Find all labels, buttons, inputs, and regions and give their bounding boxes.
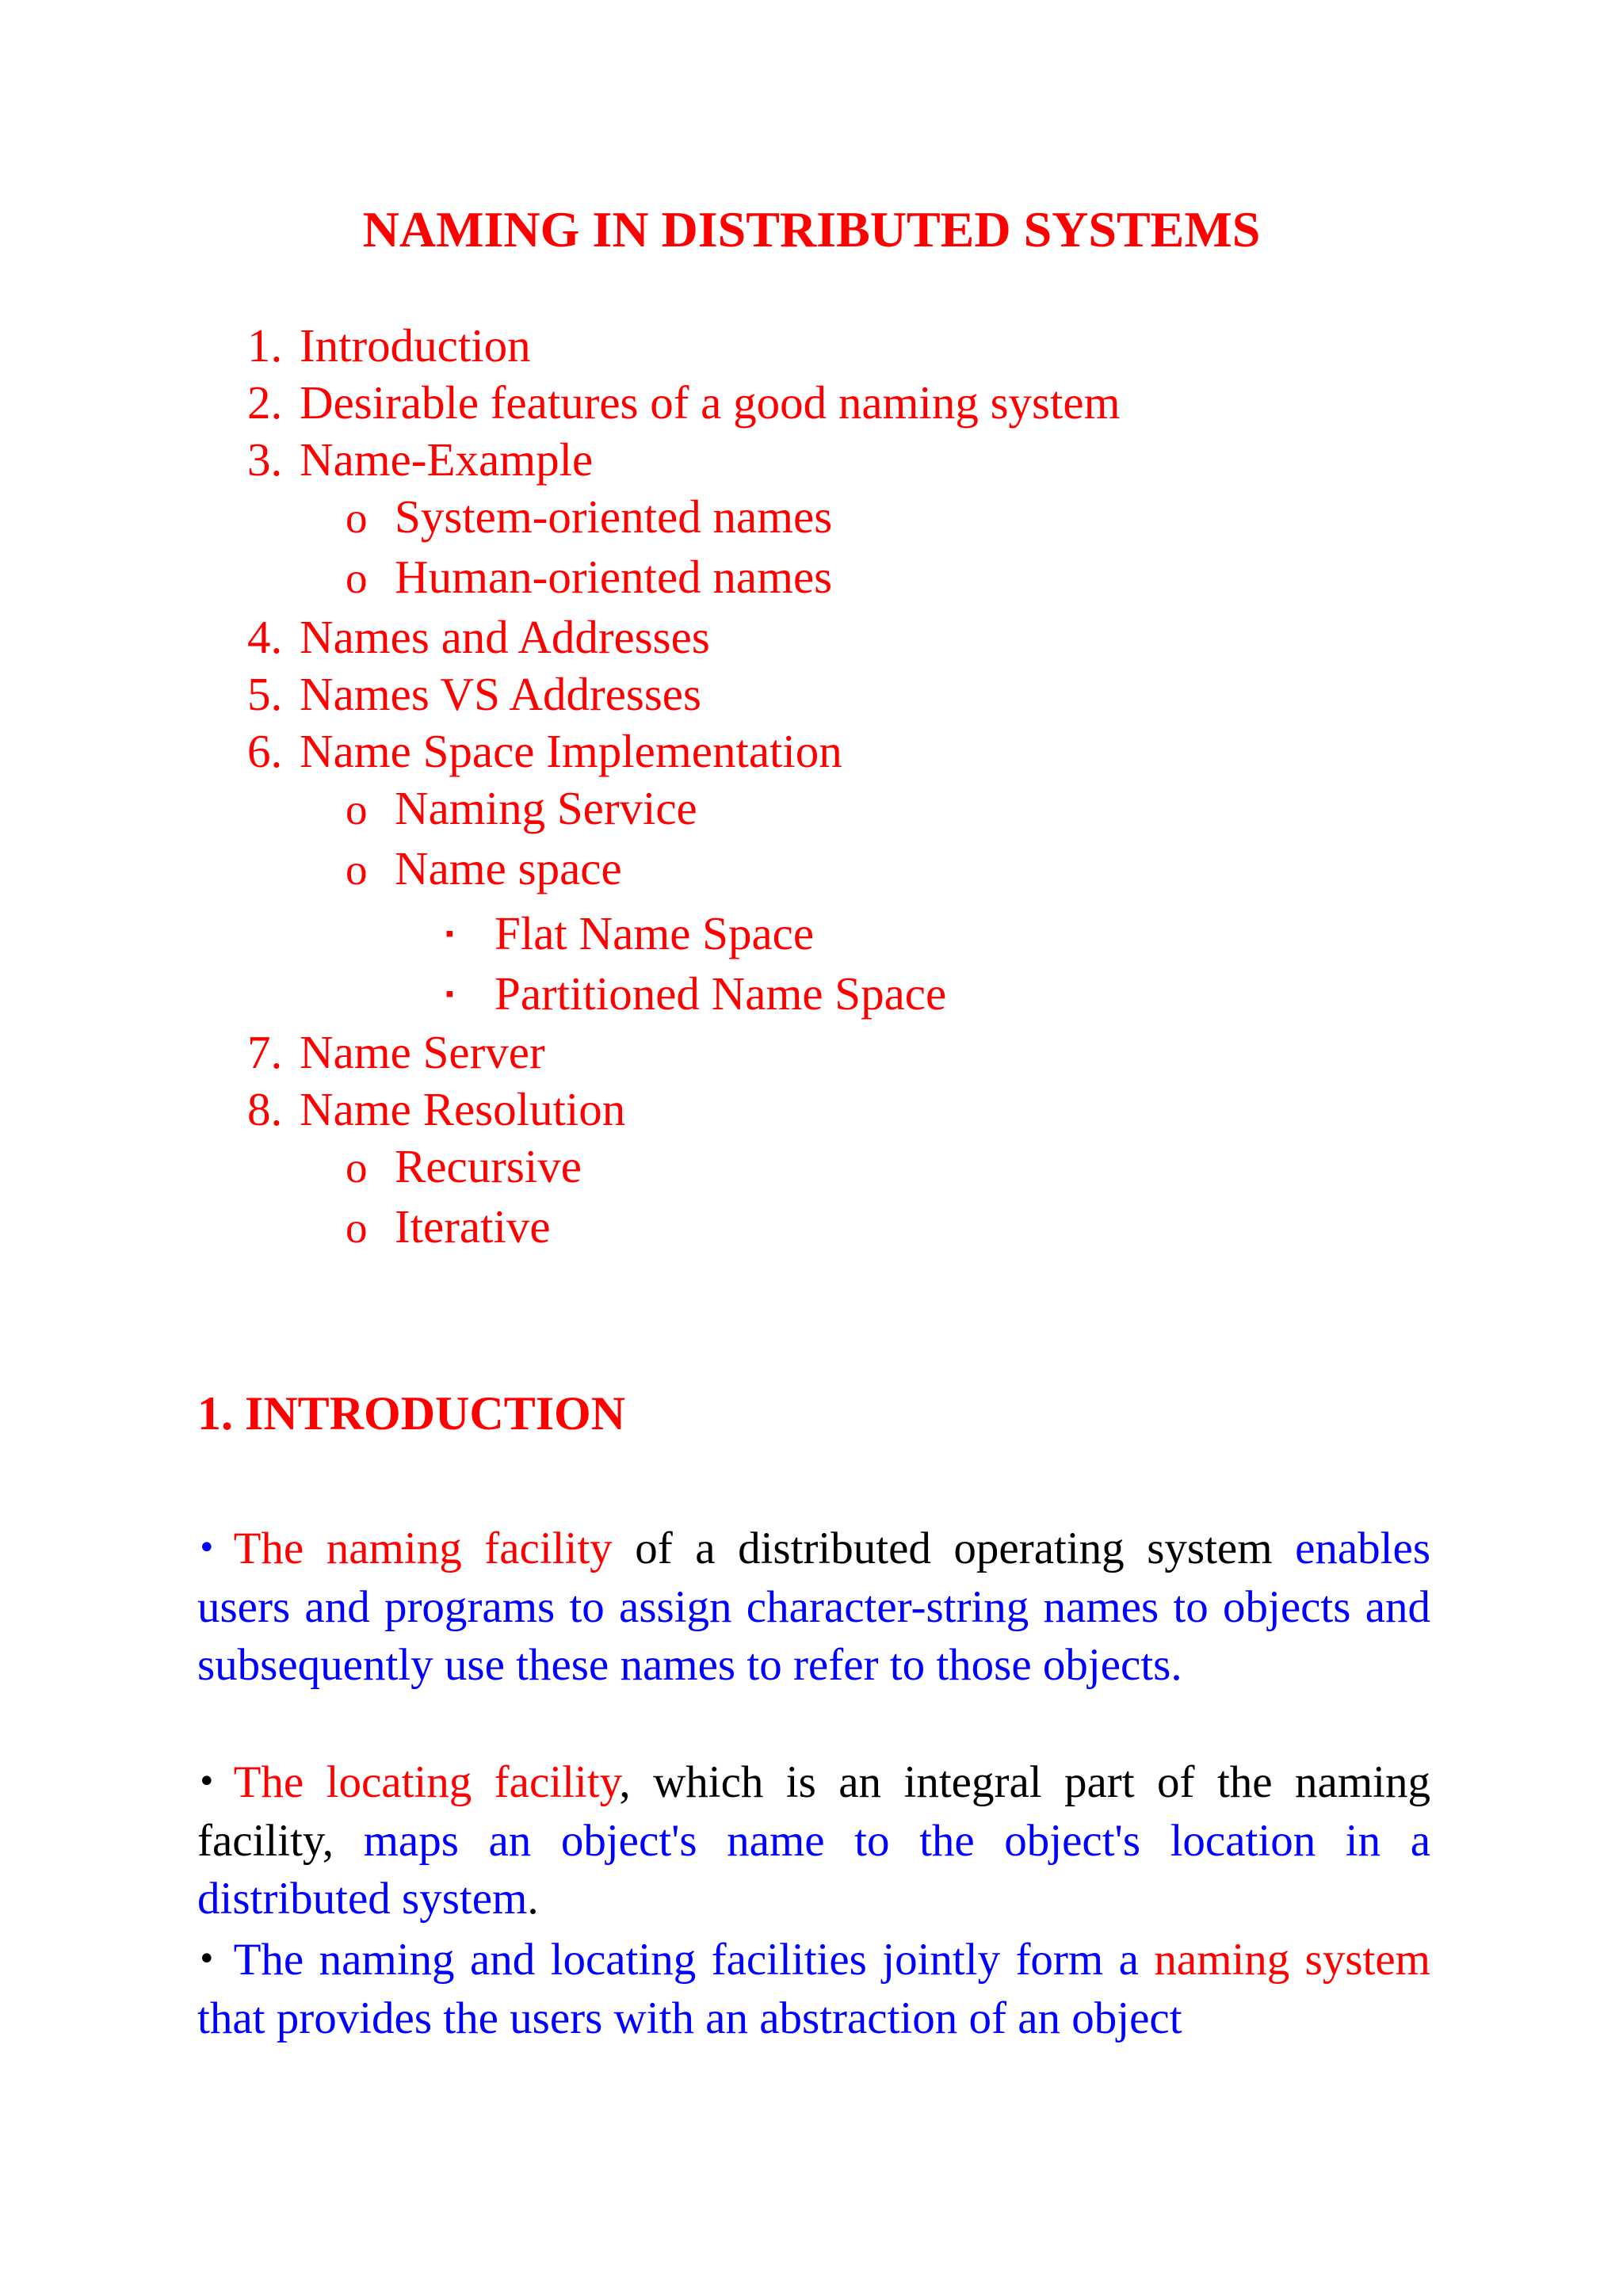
toc-subitem-text: Iterative — [395, 1200, 551, 1253]
section-heading: 1. INTRODUCTION — [197, 1387, 626, 1440]
toc-item — [247, 608, 710, 666]
text-segment: . — [527, 1874, 539, 1924]
toc-item-text: Name-Example — [300, 433, 594, 486]
text-segment: The naming and locating facilities jointly form a — [233, 1935, 1155, 1985]
text-segment: that provides the users with an abstraction of an object — [197, 1993, 1182, 2043]
toc-subsubitem-text: Partitioned Name Space — [495, 967, 947, 1020]
toc-subitem-text: Name space — [395, 842, 622, 894]
toc-item — [247, 317, 531, 374]
toc-item-marker: 6. — [247, 725, 283, 777]
toc-subitem-marker: o — [346, 554, 368, 602]
toc-subsubitem-text: Flat Name Space — [495, 907, 815, 959]
toc-subsubitem-marker: ▪ — [445, 921, 454, 947]
toc-item-marker: 7. — [247, 1026, 283, 1078]
toc-item-text: Names and Addresses — [300, 611, 710, 663]
text-segment: The locating facility — [233, 1757, 620, 1807]
toc-subitem-marker: o — [346, 1143, 368, 1192]
toc-subitem — [346, 780, 697, 837]
paragraph-naming-facility — [197, 1520, 1430, 1695]
toc-subitem-text: Recursive — [395, 1140, 582, 1192]
toc-subsubitem-marker: ▪ — [445, 981, 454, 1007]
toc-subitem-text: Naming Service — [395, 782, 697, 834]
text-segment: of a distributed operating system — [612, 1524, 1296, 1573]
paragraph-locating-facility — [197, 1753, 1430, 1928]
toc-item-text: Name Resolution — [300, 1083, 626, 1135]
toc-item-text: Names VS Addresses — [300, 668, 701, 720]
toc-subitem-marker: o — [346, 785, 368, 833]
toc-subsubitem — [445, 905, 814, 962]
toc-item — [247, 1081, 625, 1138]
text-segment: The naming facility — [233, 1524, 613, 1573]
toc-item-marker: 2. — [247, 376, 283, 429]
toc-item-marker: 4. — [247, 611, 283, 663]
text-segment: naming system — [1154, 1935, 1430, 1985]
toc-subitem-text: System-oriented names — [395, 490, 833, 543]
toc-subitem-marker: o — [346, 845, 368, 894]
toc-item — [247, 374, 1120, 431]
toc-item — [247, 666, 701, 723]
paragraph-naming-system — [197, 1931, 1430, 2047]
toc-subitem — [346, 548, 832, 605]
text-segment: maps an object's name to the object's location in a distributed system — [197, 1815, 1430, 1924]
toc-item-marker: 3. — [247, 433, 283, 486]
toc-item-text: Desirable features of a good naming system — [300, 376, 1121, 429]
toc-item-text: Name Server — [300, 1026, 545, 1078]
toc-subitem-marker: o — [346, 1203, 368, 1252]
toc-subitem-marker: o — [346, 494, 368, 542]
text-segment: , which is an integral part of the naming facility, — [197, 1757, 1430, 1866]
toc-item-marker: 1. — [247, 319, 283, 372]
toc-item-text: Name Space Implementation — [300, 725, 842, 777]
toc-item — [247, 1024, 545, 1081]
toc-item-text: Introduction — [300, 319, 531, 372]
bullet-icon: • — [197, 1530, 216, 1566]
text-segment: enables users and programs to assign character-string names to objects and subsequently use these names to refer to those objects. — [197, 1524, 1430, 1690]
toc-item — [247, 723, 842, 780]
toc-subitem — [346, 1198, 551, 1255]
toc-subsubitem — [445, 965, 946, 1022]
toc-subitem — [346, 1138, 582, 1195]
toc-item — [247, 431, 593, 488]
bullet-icon: • — [197, 1764, 216, 1800]
toc-subitem-text: Human-oriented names — [395, 551, 833, 603]
toc-item-marker: 5. — [247, 668, 283, 720]
document-title: NAMING IN DISTRIBUTED SYSTEMS — [362, 201, 1261, 257]
toc-subitem — [346, 488, 832, 545]
toc-subitem — [346, 840, 622, 897]
toc-item-marker: 8. — [247, 1083, 283, 1135]
bullet-icon: • — [197, 1941, 216, 1978]
